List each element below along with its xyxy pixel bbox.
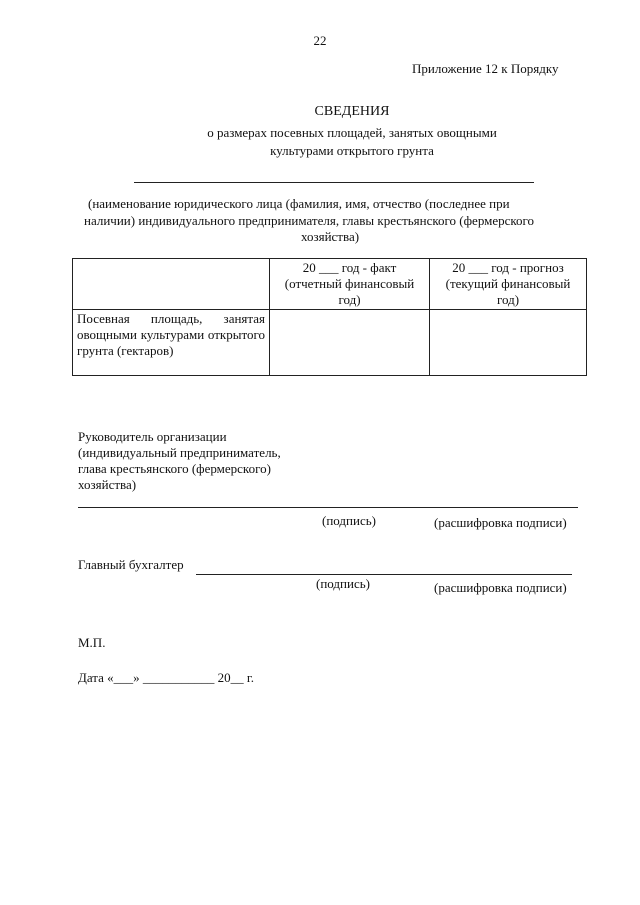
- stamp-place: М.П.: [78, 635, 106, 650]
- entity-name-line: [134, 182, 534, 183]
- accountant-label: Главный бухгалтер: [78, 557, 184, 572]
- table-header-empty: [73, 259, 270, 310]
- entity-caption-line-2: наличии) индивидуального предпринимателя, главы крестьянского (фермерского: [84, 213, 535, 228]
- page-number: 22: [313, 33, 327, 48]
- head-label-line-2: (индивидуальный предприниматель,: [78, 445, 281, 460]
- head-signature-line: [78, 507, 578, 508]
- accountant-signature-line: [196, 574, 572, 575]
- head-decoding-caption: (расшифровка подписи): [434, 515, 567, 530]
- header-fact-line-3: год): [338, 292, 361, 307]
- fact-value-cell: [270, 310, 430, 376]
- table-row: [73, 310, 587, 376]
- header-forecast-line-3: год): [496, 292, 520, 307]
- table-header-fact: [270, 259, 430, 310]
- head-label-line-1: Руководитель организации: [78, 429, 227, 444]
- row-label: Посевная площадь, занятая овощными культурами открытого грунта (гектаров): [73, 310, 270, 376]
- appendix-note: Приложение 12 к Порядку: [412, 61, 559, 76]
- head-label-line-4: хозяйства): [78, 477, 137, 492]
- date-line: Дата «___» ___________ 20__ г.: [78, 670, 255, 685]
- forecast-value-cell: [430, 310, 587, 376]
- subtitle-line-1: о размерах посевных площадей, занятых овощными: [207, 125, 497, 140]
- accountant-decoding-caption: (расшифровка подписи): [434, 580, 567, 595]
- header-forecast-line-2: (текущий финансовый: [445, 276, 571, 291]
- entity-caption-line-3: хозяйства): [300, 229, 360, 244]
- header-fact-line-2: (отчетный финансовый: [284, 276, 415, 291]
- header-forecast-line-1: 20 ___ год - прогноз: [452, 260, 564, 275]
- head-label-line-3: глава крестьянского (фермерского): [78, 461, 271, 476]
- entity-caption-line-1: (наименование юридического лица (фамилия, имя, отчество (последнее при: [88, 196, 510, 211]
- data-table: [72, 258, 587, 376]
- table-header-forecast: [430, 259, 587, 310]
- subtitle-line-2: культурами открытого грунта: [270, 143, 434, 158]
- document-title: СВЕДЕНИЯ: [314, 104, 390, 119]
- head-signature-caption: (подпись): [322, 513, 376, 528]
- accountant-signature-caption: (подпись): [316, 576, 370, 591]
- header-fact-line-1: 20 ___ год - факт: [302, 260, 397, 275]
- table-header-row: [73, 259, 587, 310]
